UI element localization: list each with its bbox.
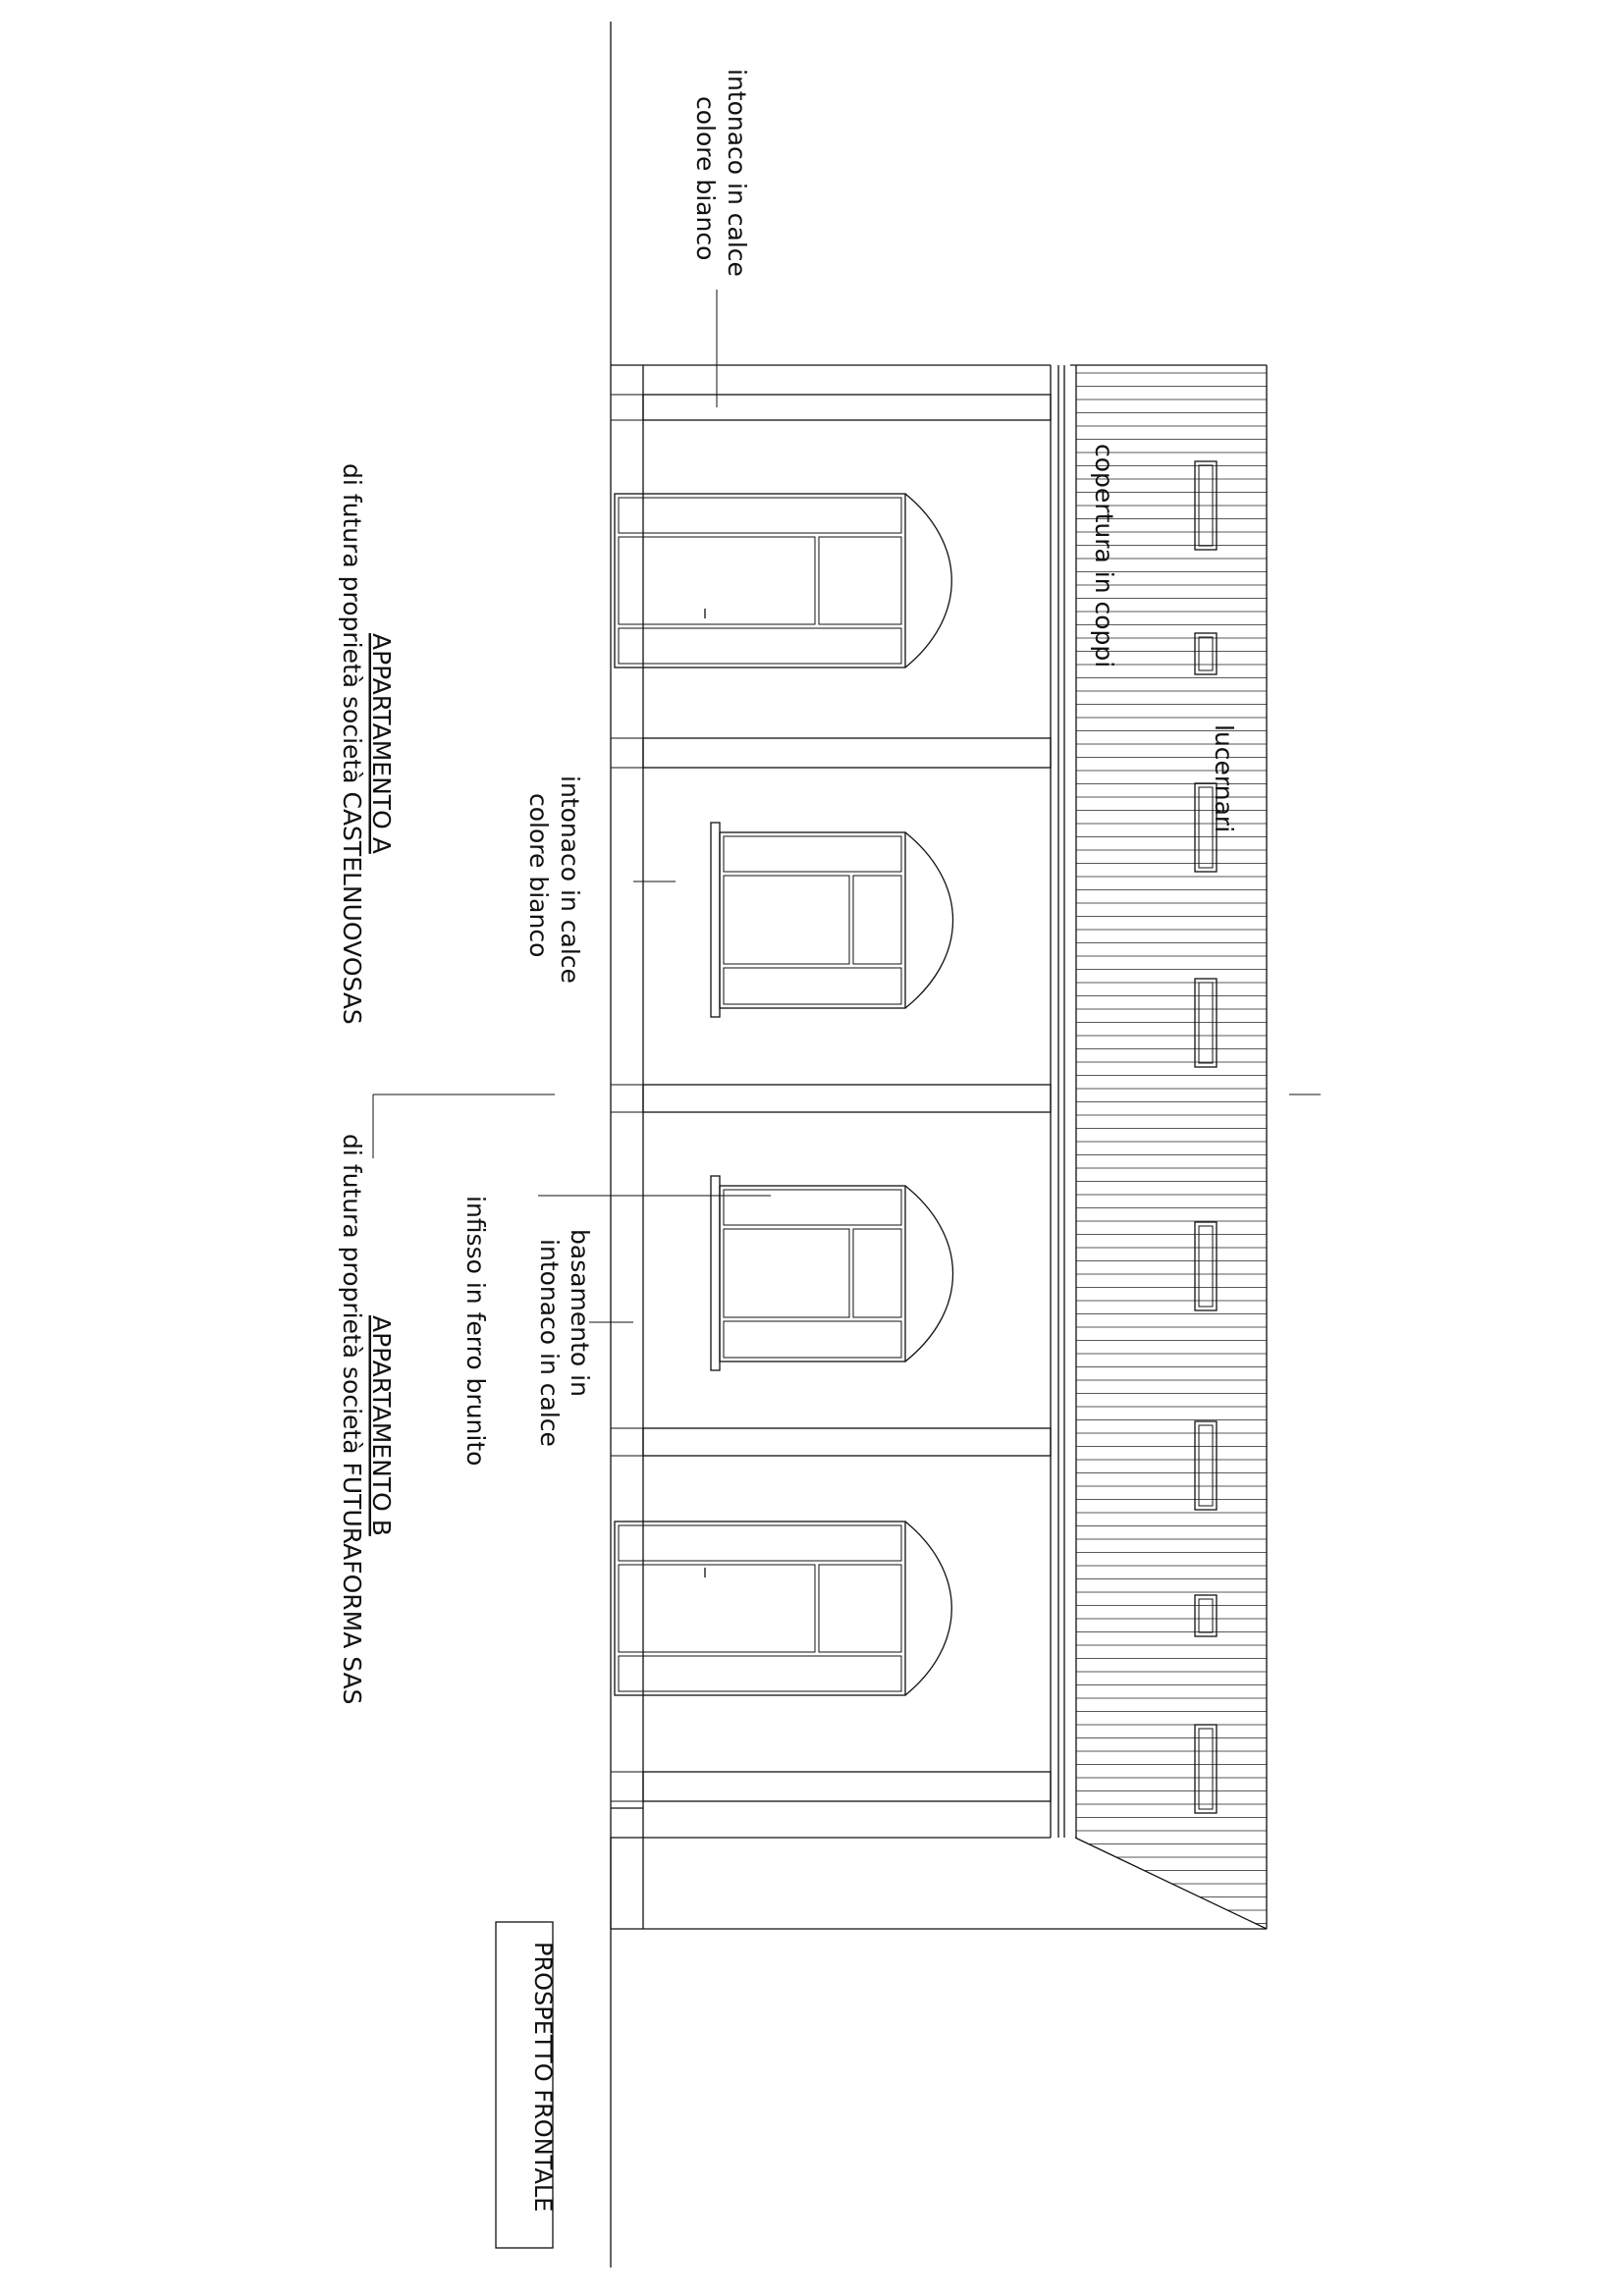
note-skylights: [1210, 724, 1238, 832]
note-frame: [461, 1196, 490, 1466]
skylight: [1195, 1595, 1217, 1636]
note-text: infisso in ferro brunito: [461, 1196, 490, 1467]
note-roof: [1090, 444, 1118, 667]
leader-lines: [373, 290, 1321, 1322]
note-text: colore bianco: [524, 793, 553, 958]
note-text: basamento in: [566, 1229, 594, 1397]
note-base: [535, 1229, 594, 1447]
apartment-owner: di futura proprietà società CASTELNUOVOSAS: [338, 463, 366, 1025]
note-text: intonaco in calce: [723, 69, 751, 277]
skylight: [1195, 1222, 1217, 1310]
apartment-name: APPARTAMENTO B: [367, 1315, 396, 1536]
skylight: [1195, 633, 1217, 674]
apartment-owner: di futura proprietà società FUTURAFORMA SAS: [338, 1134, 366, 1705]
note-text: copertura in coppi: [1090, 444, 1118, 668]
note-text: intonaco in calce: [535, 1239, 564, 1447]
door-opening: [615, 494, 951, 667]
note-plaster-top: [691, 69, 751, 277]
note-text: lucernari: [1210, 724, 1238, 833]
window: [711, 1176, 953, 1370]
note-text: colore bianco: [691, 96, 720, 261]
note-plaster-mid: [524, 775, 584, 984]
title-block: [496, 1922, 557, 2248]
note-text: intonaco in calce: [556, 775, 584, 984]
apartment-b-label: [338, 1134, 396, 1705]
skylights: [1195, 461, 1217, 1813]
drawing-title: PROSPETTO FRONTALE: [529, 1942, 557, 2213]
roof-outline: [1051, 365, 1267, 1929]
door-opening: [615, 1522, 951, 1695]
skylight: [1195, 979, 1217, 1067]
window: [711, 823, 953, 1017]
facade: [611, 22, 1267, 2268]
skylight: [1195, 1421, 1217, 1510]
apartment-name: APPARTAMENTO A: [367, 633, 396, 854]
apartment-a-label: [338, 463, 396, 1025]
